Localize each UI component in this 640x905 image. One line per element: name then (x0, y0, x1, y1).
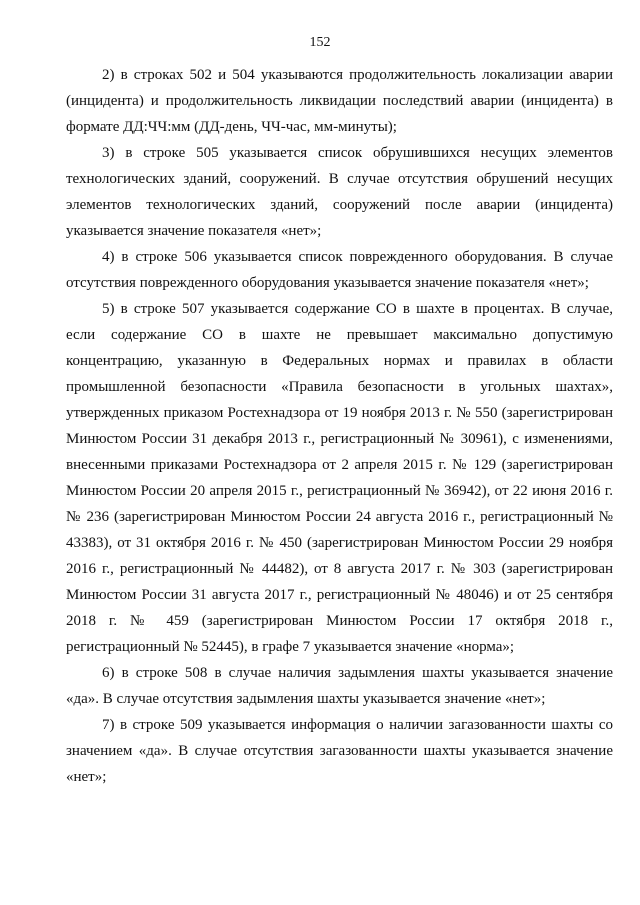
paragraph-item-3: 3) в строке 505 указывается список обрушившихся несущих элементов технологических зданий, сооружений. В случае отсутствия обрушений несущих элементов технологических зданий, сооружений после аварии (инцидента) указывается значение показателя «нет»; (66, 145, 613, 239)
document-body (66, 62, 613, 790)
paragraph-item-4: 4) в строке 506 указывается список поврежденного оборудования. В случае отсутствия поврежденного оборудования указывается значение показателя «нет»; (66, 249, 613, 291)
page-number: 152 (309, 35, 331, 50)
paragraph-item-5: 5) в строке 507 указывается содержание СО в шахте в процентах. В случае, если содержание СО в шахте не превышает максимально допустимую концентрацию, указанную в Федеральных нормах и правилах в области промышленной безопасности «Правила безопасности в угольных шахтах», утвержденных приказом Ростехнадзора от 19 ноября 2013 г. № 550 (зарегистрирован Минюстом России 31 декабря 2013 г., регистрационный № 30961), с изменениями, внесенными приказами Ростехнадзора от 2 апреля 2015 г. № 129 (зарегистрирован Минюстом России 20 апреля 2015 г., регистрационный № 36942), от 22 июня 2016 г. № 236 (зарегистрирован Минюстом России 24 августа 2016 г., регистрационный № 43383), от 31 октября 2016 г. № 450 (зарегистрирован Минюстом России 29 ноября 2016 г., регистрационный № 44482), от 8 августа 2017 г. № 303 (зарегистрирован Минюстом России 31 августа 2017 г., регистрационный № 48046) и от 25 сентября 2018 г. № 459 (зарегистрирован Минюстом России 17 октября 2018 г., регистрационный № 52445), в графе 7 указывается значение «норма»; (66, 301, 613, 655)
paragraph-item-2: 2) в строках 502 и 504 указываются продолжительность локализации аварии (инцидента) и продолжительность ликвидации последствий аварии (инцидента) в формате ДД:ЧЧ:мм (ДД-день, ЧЧ-час, мм-минуты); (66, 67, 613, 135)
paragraph-item-7: 7) в строке 509 указывается информация о наличии загазованности шахты со значением «да». В случае отсутствия загазованности шахты указывается значение «нет»; (66, 717, 613, 785)
paragraph-item-6: 6) в строке 508 в случае наличия задымления шахты указывается значение «да». В случае отсутствия задымления шахты указывается значение «нет»; (66, 665, 613, 707)
